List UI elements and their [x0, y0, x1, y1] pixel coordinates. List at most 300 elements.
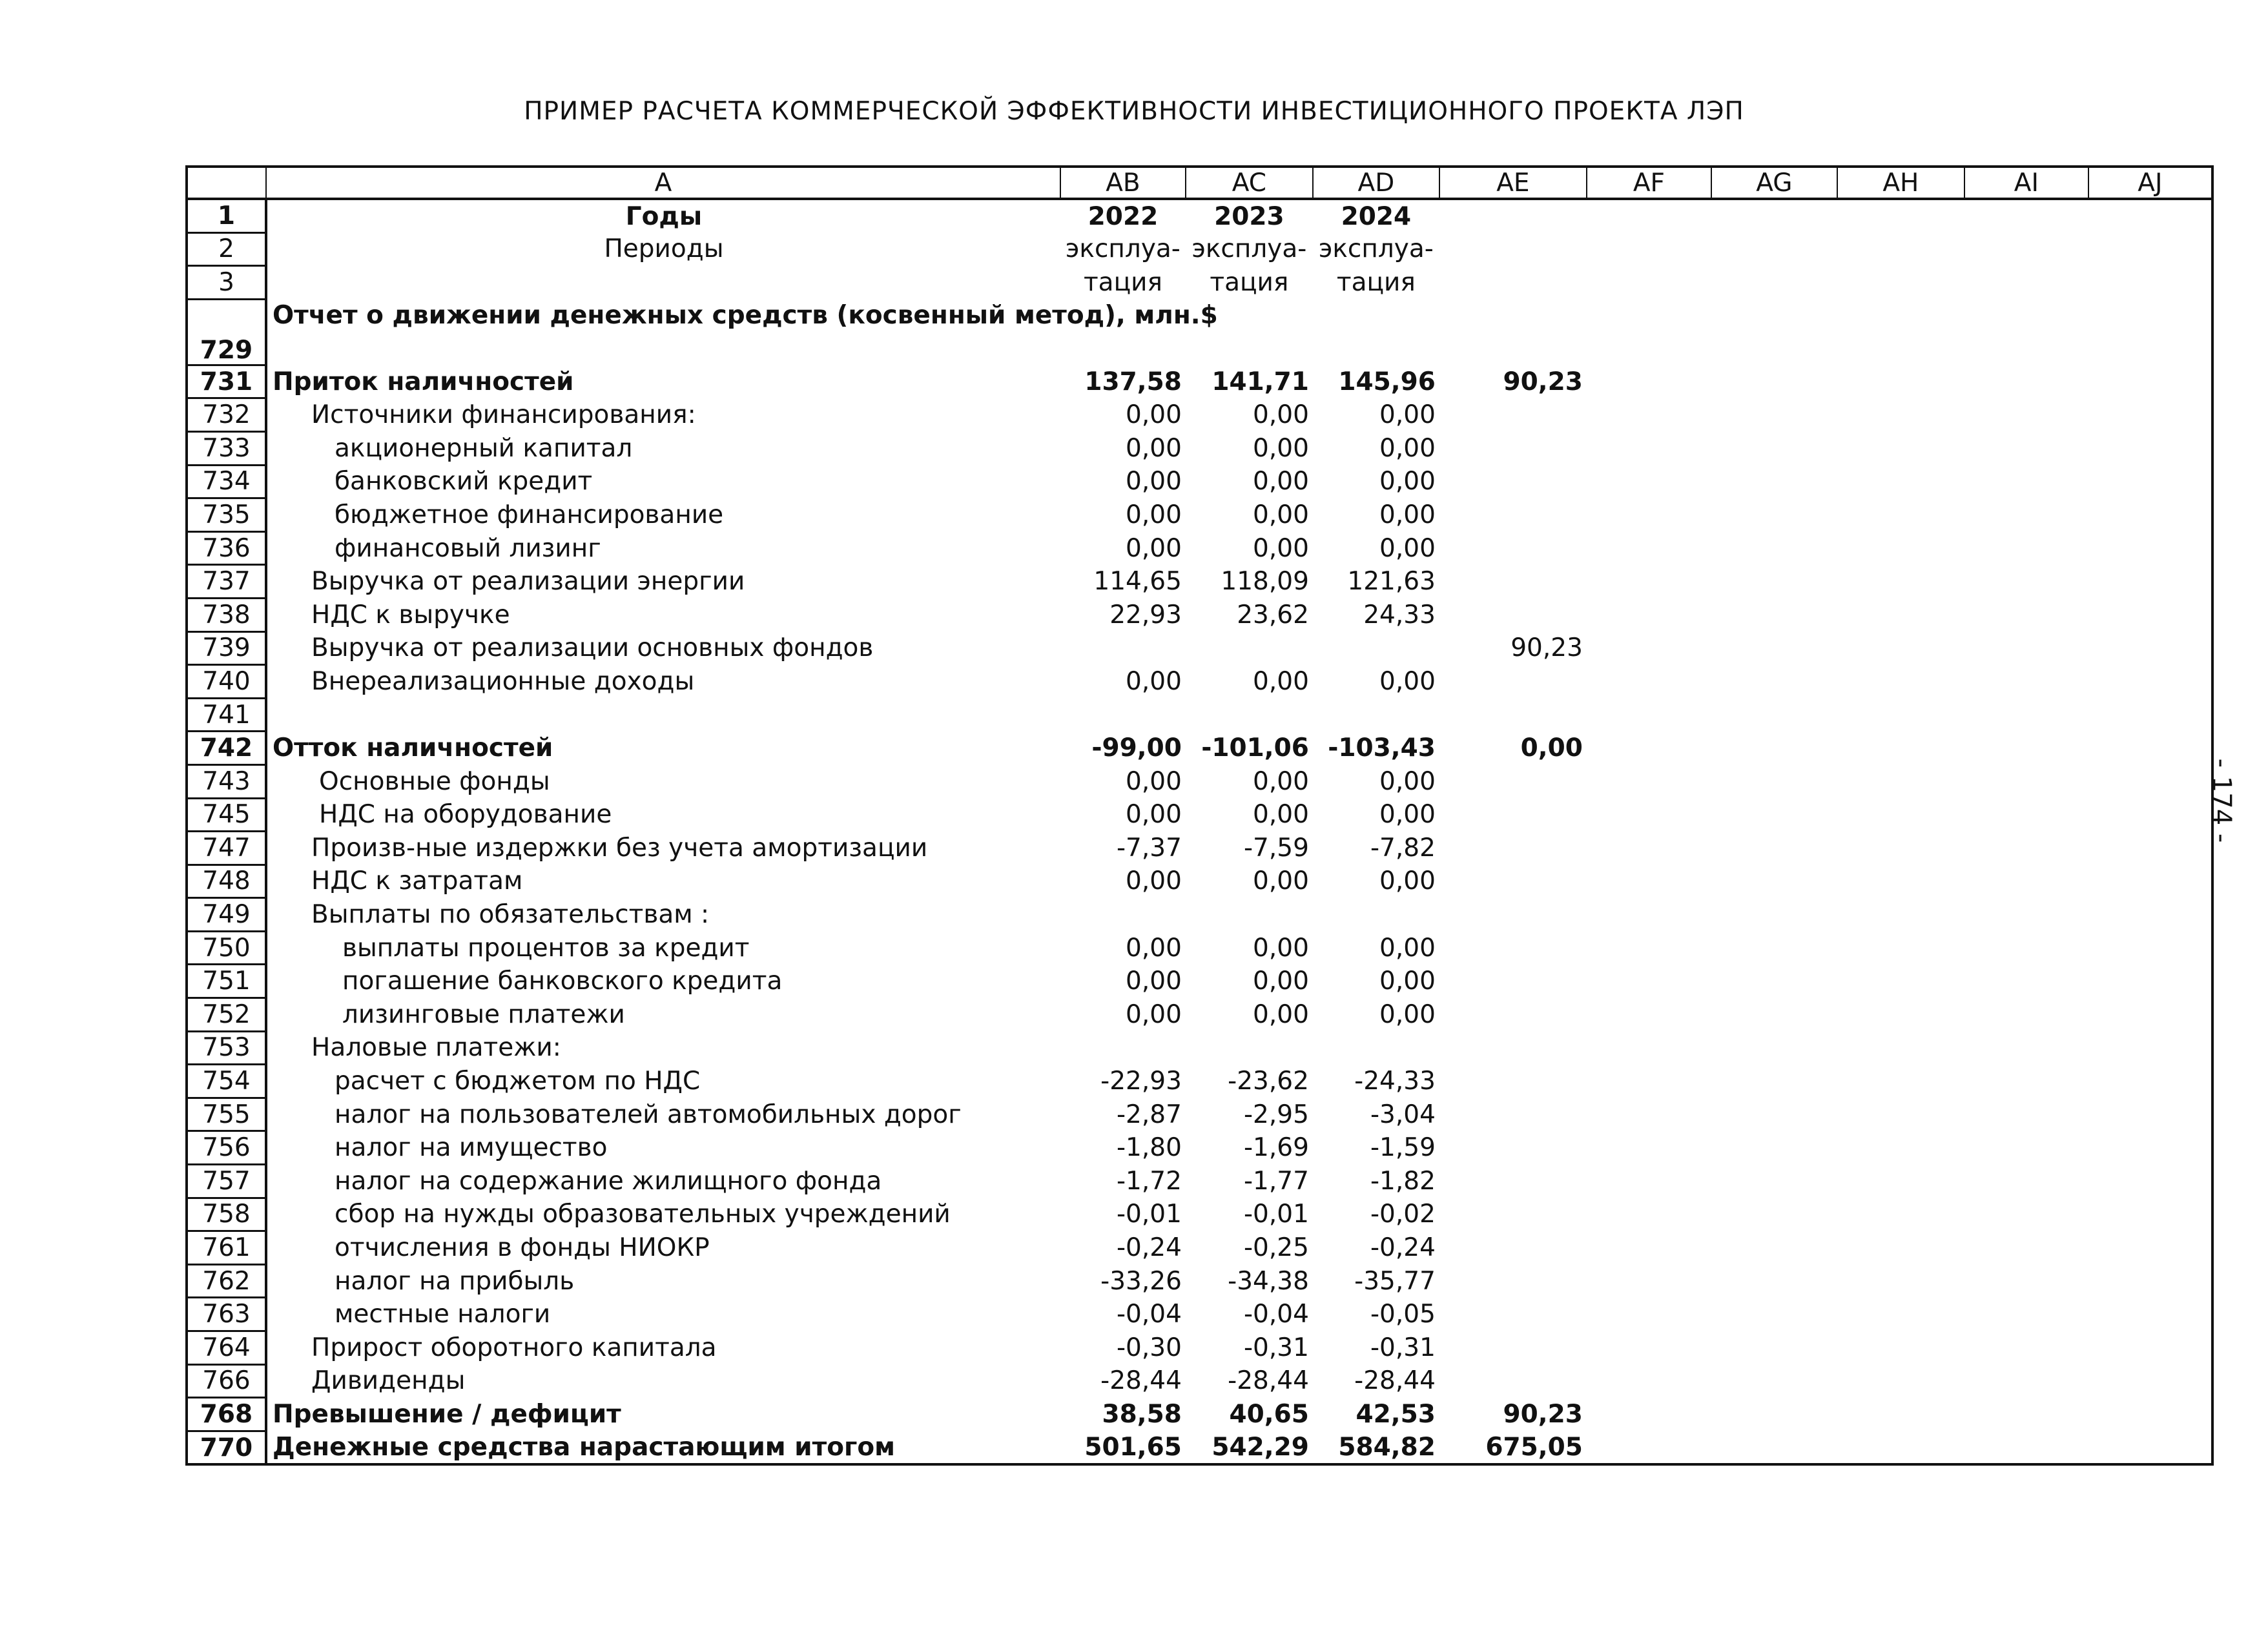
value-cell-ab: -0,30 — [1116, 1333, 1182, 1362]
value-cell-ac: 0,00 — [1253, 800, 1309, 830]
empty-cell — [1964, 1065, 2088, 1098]
empty-cell — [1587, 531, 1711, 565]
row-number[interactable]: 742 — [187, 732, 266, 765]
periods-row-continued — [187, 266, 2212, 300]
value-cell-ac: 0,00 — [1253, 933, 1309, 963]
period-cell: эксплуа- — [1191, 234, 1307, 264]
value-cell-ae — [1439, 565, 1587, 599]
empty-cell — [1587, 498, 1711, 532]
row-number[interactable]: 737 — [187, 565, 266, 599]
value-cell-ad: 0,00 — [1379, 800, 1436, 830]
value-cell-ab: 0,00 — [1126, 400, 1182, 430]
value-cell-ae: 90,23 — [1503, 1399, 1583, 1429]
table-row — [187, 1264, 2212, 1298]
row-number[interactable]: 754 — [187, 1065, 266, 1098]
value-cell-ab: 0,00 — [1126, 999, 1182, 1029]
empty-cell — [2088, 498, 2212, 532]
table-row — [187, 498, 2212, 532]
column-header[interactable]: AC — [1186, 167, 1313, 199]
row-label: налог на содержание жилищного фонда — [335, 1166, 882, 1196]
empty-cell — [1837, 565, 1964, 599]
value-cell-ad — [1313, 698, 1439, 732]
empty-cell — [1964, 1231, 2088, 1265]
row-number[interactable]: 745 — [187, 798, 266, 832]
empty-cell — [1711, 1198, 1837, 1231]
empty-cell — [2088, 1431, 2212, 1464]
table-row — [187, 1298, 2212, 1331]
empty-cell — [1587, 832, 1711, 865]
row-number[interactable]: 749 — [187, 898, 266, 932]
value-cell-ac — [1186, 898, 1313, 932]
value-cell-ab: -1,80 — [1116, 1133, 1182, 1163]
value-cell-ad: 0,00 — [1379, 967, 1436, 996]
empty-cell — [1587, 865, 1711, 898]
empty-cell — [1711, 665, 1837, 699]
row-label: Приток наличностей — [273, 367, 574, 396]
value-cell-ae — [1439, 1364, 1587, 1398]
period-cell: эксплуа- — [1066, 234, 1180, 264]
empty-cell — [1964, 1364, 2088, 1398]
empty-cell — [2088, 1165, 2212, 1198]
empty-cell — [1837, 698, 1964, 732]
empty-cell — [2088, 898, 2212, 932]
row-number[interactable]: 2 — [187, 232, 266, 266]
empty-cell — [1587, 631, 1711, 665]
value-cell-ac: -23,62 — [1228, 1067, 1309, 1096]
value-cell-ab: 501,65 — [1084, 1432, 1182, 1462]
empty-cell — [1837, 365, 1964, 398]
empty-cell — [1964, 1264, 2088, 1298]
row-label: НДС к затратам — [311, 866, 523, 896]
row-label: Годы — [625, 201, 703, 231]
empty-cell — [1587, 1131, 1711, 1165]
value-cell-ad: -0,02 — [1370, 1200, 1436, 1229]
empty-cell — [1964, 1431, 2088, 1464]
empty-cell — [1964, 732, 2088, 765]
empty-cell — [2088, 631, 2212, 665]
row-label: НДС к выручке — [311, 600, 510, 630]
value-cell-ac: -0,31 — [1243, 1333, 1309, 1362]
empty-cell — [1711, 1331, 1837, 1365]
value-cell-ad: -1,82 — [1370, 1166, 1436, 1196]
empty-cell — [1587, 1364, 1711, 1398]
empty-cell — [1711, 1165, 1837, 1198]
table-row — [187, 998, 2212, 1032]
year-cell: 2024 — [1341, 201, 1412, 231]
empty-cell — [2088, 531, 2212, 565]
empty-cell — [1837, 798, 1964, 832]
value-cell-ae: 90,23 — [1503, 367, 1583, 396]
empty-cell — [1964, 998, 2088, 1032]
empty-cell — [1587, 1298, 1711, 1331]
row-number[interactable]: 757 — [187, 1165, 266, 1198]
empty-cell — [1964, 1398, 2088, 1431]
row-number[interactable]: 751 — [187, 965, 266, 998]
row-number[interactable]: 731 — [187, 365, 266, 398]
value-cell-ac: -2,95 — [1243, 1100, 1309, 1129]
row-number[interactable]: 739 — [187, 631, 266, 665]
row-label: Дивиденды — [311, 1366, 466, 1396]
empty-cell — [2088, 1131, 2212, 1165]
row-number[interactable]: 734 — [187, 465, 266, 498]
empty-cell — [1837, 1264, 1964, 1298]
column-header[interactable]: AH — [1837, 167, 1964, 199]
row-label: налог на имущество — [335, 1133, 608, 1163]
table-row — [187, 1431, 2212, 1464]
empty-cell — [1711, 832, 1837, 865]
empty-cell — [1587, 1264, 1711, 1298]
value-cell-ae: 675,05 — [1485, 1432, 1583, 1462]
empty-cell — [1587, 665, 1711, 699]
empty-cell — [2088, 698, 2212, 732]
empty-cell — [2088, 1231, 2212, 1265]
table-row — [187, 1231, 2212, 1265]
row-label: Прирост оборотного капитала — [311, 1333, 717, 1362]
table-row — [187, 431, 2212, 465]
value-cell-ac — [1186, 631, 1313, 665]
row-label: расчет с бюджетом по НДС — [335, 1067, 701, 1096]
value-cell-ae — [1439, 431, 1587, 465]
empty-cell — [1964, 565, 2088, 599]
row-label: Периоды — [604, 234, 724, 264]
column-header[interactable]: AI — [1964, 167, 2088, 199]
value-cell-ab: 0,00 — [1126, 933, 1182, 963]
empty-cell — [1587, 898, 1711, 932]
row-number[interactable]: 766 — [187, 1364, 266, 1398]
empty-cell — [2088, 798, 2212, 832]
empty-cell — [1711, 431, 1837, 465]
value-cell-ac: 118,09 — [1221, 567, 1309, 597]
table-row — [187, 665, 2212, 699]
years-row — [187, 199, 2212, 232]
row-label: сбор на нужды образовательных учреждений — [335, 1200, 951, 1229]
empty-cell — [1711, 898, 1837, 932]
value-cell-ad: 24,33 — [1363, 600, 1436, 630]
empty-cell — [2088, 1331, 2212, 1365]
row-number[interactable]: 762 — [187, 1264, 266, 1298]
value-cell-ac: 0,00 — [1253, 533, 1309, 563]
row-number[interactable]: 758 — [187, 1198, 266, 1231]
empty-cell — [1837, 832, 1964, 865]
empty-cell — [1837, 1298, 1964, 1331]
empty-cell — [2088, 1098, 2212, 1131]
value-cell-ac: 40,65 — [1229, 1399, 1309, 1429]
empty-cell — [1587, 732, 1711, 765]
cash-flow-table — [185, 165, 2214, 1466]
table-row — [187, 698, 2212, 732]
empty-cell — [2088, 1065, 2212, 1098]
value-cell-ad: 145,96 — [1338, 367, 1436, 396]
value-cell-ad: 0,00 — [1379, 933, 1436, 963]
empty-cell — [1587, 931, 1711, 965]
table-row — [187, 732, 2212, 765]
table-row — [187, 631, 2212, 665]
value-cell-ac: -7,59 — [1243, 833, 1309, 863]
value-cell-ab: 0,00 — [1126, 533, 1182, 563]
empty-cell — [1964, 898, 2088, 932]
empty-cell — [2088, 1298, 2212, 1331]
value-cell-ac: 542,29 — [1211, 1432, 1309, 1462]
row-label — [266, 266, 1060, 300]
row-number[interactable]: 736 — [187, 531, 266, 565]
row-label: Выплаты по обязательствам : — [311, 900, 710, 930]
empty-cell — [1587, 431, 1711, 465]
value-cell-ac: 0,00 — [1253, 500, 1309, 529]
table-row — [187, 1398, 2212, 1431]
value-cell-ae — [1439, 832, 1587, 865]
document-title: ПРИМЕР РАСЧЕТА КОММЕРЧЕСКОЙ ЭФФЕКТИВНОСТИ ИНВЕСТИЦИОННОГО ПРОЕКТА ЛЭП — [524, 97, 1744, 126]
row-number[interactable]: 750 — [187, 931, 266, 965]
value-cell-ae — [1439, 998, 1587, 1032]
year-cell: 2023 — [1214, 201, 1284, 231]
table-row — [187, 1031, 2212, 1065]
row-label: Выручка от реализации энергии — [311, 567, 745, 597]
empty-cell — [1711, 865, 1837, 898]
empty-cell — [1587, 1331, 1711, 1365]
value-cell-ad: -0,24 — [1370, 1233, 1436, 1263]
section-title-row — [187, 299, 2212, 365]
row-number[interactable]: 729 — [187, 299, 266, 365]
value-cell-ab: 114,65 — [1093, 567, 1182, 597]
empty-cell — [1587, 1165, 1711, 1198]
empty-cell — [1837, 1198, 1964, 1231]
empty-cell — [1837, 764, 1964, 798]
empty-cell — [1964, 631, 2088, 665]
value-cell-ac: 0,00 — [1253, 866, 1309, 896]
row-number[interactable]: 753 — [187, 1031, 266, 1065]
empty-cell — [1711, 1398, 1837, 1431]
value-cell-ae — [1439, 1098, 1587, 1131]
row-label — [266, 698, 1060, 732]
row-number[interactable]: 741 — [187, 698, 266, 732]
empty-cell — [1711, 732, 1837, 765]
year-cell: 2022 — [1088, 201, 1159, 231]
table-row — [187, 1098, 2212, 1131]
value-cell-ad: -24,33 — [1354, 1067, 1436, 1096]
value-cell-ad: -7,82 — [1370, 833, 1436, 863]
empty-cell — [1587, 365, 1711, 398]
row-number[interactable]: 761 — [187, 1231, 266, 1265]
empty-cell — [1587, 998, 1711, 1032]
row-label: финансовый лизинг — [335, 533, 601, 563]
empty-cell — [1587, 965, 1711, 998]
value-cell-ae — [1439, 764, 1587, 798]
value-cell-ac: -34,38 — [1228, 1266, 1309, 1296]
empty-cell — [1964, 1165, 2088, 1198]
table-row — [187, 1165, 2212, 1198]
empty-cell — [1587, 598, 1711, 631]
row-number[interactable]: 743 — [187, 764, 266, 798]
empty-cell — [1964, 931, 2088, 965]
row-number[interactable]: 733 — [187, 431, 266, 465]
table-row — [187, 465, 2212, 498]
row-number[interactable]: 747 — [187, 832, 266, 865]
value-cell-ad: 0,00 — [1379, 666, 1436, 696]
empty-cell — [1711, 498, 1837, 532]
value-cell-ae — [1439, 931, 1587, 965]
row-number[interactable]: 1 — [187, 199, 266, 232]
empty-cell — [1837, 398, 1964, 432]
column-header[interactable]: AG — [1711, 167, 1837, 199]
period-cell: тация — [1210, 267, 1289, 297]
value-cell-ab: -33,26 — [1100, 1266, 1182, 1296]
empty-cell — [1837, 631, 1964, 665]
value-cell-ae — [1439, 1198, 1587, 1231]
value-cell-ae — [1439, 1031, 1587, 1065]
value-cell-ab: 137,58 — [1084, 367, 1182, 396]
value-cell-ad: 0,00 — [1379, 500, 1436, 529]
value-cell-ae — [1439, 1131, 1587, 1165]
value-cell-ad: -103,43 — [1328, 733, 1436, 763]
row-number[interactable]: 770 — [187, 1431, 266, 1464]
empty-cell — [2088, 665, 2212, 699]
table-row — [187, 1198, 2212, 1231]
table-row — [187, 1331, 2212, 1365]
value-cell-ae — [1439, 531, 1587, 565]
empty-cell — [2088, 965, 2212, 998]
empty-cell — [2088, 565, 2212, 599]
row-number[interactable]: 752 — [187, 998, 266, 1032]
value-cell-ae — [1439, 598, 1587, 631]
column-header-row — [187, 167, 2212, 199]
value-cell-ae — [1439, 1264, 1587, 1298]
table-row — [187, 565, 2212, 599]
empty-cell — [2088, 832, 2212, 865]
value-cell-ab: -2,87 — [1116, 1100, 1182, 1129]
value-cell-ae — [1439, 698, 1587, 732]
value-cell-ad: 584,82 — [1338, 1432, 1436, 1462]
table-row — [187, 1364, 2212, 1398]
empty-cell — [1837, 1098, 1964, 1131]
section-title: Отчет о движении денежных средств (косвенный метод), млн.$ — [273, 301, 1218, 331]
column-header[interactable]: AJ — [2088, 167, 2212, 199]
empty-cell — [1711, 365, 1837, 398]
value-cell-ac — [1186, 1031, 1313, 1065]
row-number[interactable]: 764 — [187, 1331, 266, 1365]
empty-cell — [1587, 565, 1711, 599]
column-header[interactable]: AF — [1587, 167, 1711, 199]
table-row — [187, 1065, 2212, 1098]
row-number[interactable]: 732 — [187, 398, 266, 432]
empty-cell — [1711, 1131, 1837, 1165]
empty-cell — [1837, 1165, 1964, 1198]
column-header[interactable]: A — [266, 167, 1060, 199]
value-cell-ab: -28,44 — [1100, 1366, 1182, 1396]
table-row — [187, 365, 2212, 398]
value-cell-ab: -0,01 — [1116, 1200, 1182, 1229]
value-cell-ae — [1439, 1231, 1587, 1265]
value-cell-ad: 0,00 — [1379, 400, 1436, 430]
table-row — [187, 965, 2212, 998]
value-cell-ad: -0,05 — [1370, 1300, 1436, 1329]
row-number[interactable]: 768 — [187, 1398, 266, 1431]
empty-cell — [1711, 698, 1837, 732]
row-label: НДС на оборудование — [319, 800, 612, 830]
empty-cell — [1587, 1198, 1711, 1231]
value-cell-ae — [1439, 498, 1587, 532]
value-cell-ab — [1060, 631, 1186, 665]
empty-cell — [1964, 865, 2088, 898]
value-cell-ae — [1439, 665, 1587, 699]
empty-cell — [1711, 1431, 1837, 1464]
row-label: Денежные средства нарастающим итогом — [273, 1432, 896, 1462]
empty-cell — [1837, 1331, 1964, 1365]
empty-cell — [1837, 531, 1964, 565]
row-number[interactable]: 3 — [187, 266, 266, 300]
value-cell-ad: -1,59 — [1370, 1133, 1436, 1163]
value-cell-ad: 0,00 — [1379, 766, 1436, 796]
empty-cell — [1837, 1364, 1964, 1398]
value-cell-ab: 0,00 — [1126, 666, 1182, 696]
empty-cell — [1587, 764, 1711, 798]
column-header[interactable]: AE — [1439, 167, 1587, 199]
period-cell: эксплуа- — [1318, 234, 1434, 264]
empty-cell — [1837, 1398, 1964, 1431]
row-number[interactable]: 755 — [187, 1098, 266, 1131]
empty-cell — [1964, 431, 2088, 465]
value-cell-ad: 0,00 — [1379, 433, 1436, 463]
table-row — [187, 898, 2212, 932]
value-cell-ad — [1313, 631, 1439, 665]
empty-cell — [1711, 1298, 1837, 1331]
value-cell-ac: 0,00 — [1253, 433, 1309, 463]
value-cell-ac: -1,77 — [1243, 1166, 1309, 1196]
empty-cell — [1711, 631, 1837, 665]
empty-cell — [1964, 798, 2088, 832]
value-cell-ab: -0,24 — [1116, 1233, 1182, 1263]
empty-cell — [1837, 732, 1964, 765]
value-cell-ae: 90,23 — [1510, 633, 1583, 663]
row-number[interactable]: 763 — [187, 1298, 266, 1331]
value-cell-ae: 0,00 — [1520, 733, 1583, 763]
value-cell-ad — [1313, 898, 1439, 932]
empty-cell — [1587, 465, 1711, 498]
row-number[interactable]: 740 — [187, 665, 266, 699]
value-cell-ad: 0,00 — [1379, 866, 1436, 896]
row-number[interactable]: 748 — [187, 865, 266, 898]
empty-cell — [1711, 1264, 1837, 1298]
period-cell: тация — [1336, 267, 1416, 297]
empty-cell — [1837, 965, 1964, 998]
value-cell-ab: 0,00 — [1126, 500, 1182, 529]
empty-cell — [1964, 531, 2088, 565]
periods-row — [187, 232, 2212, 266]
value-cell-ae — [1439, 465, 1587, 498]
empty-cell — [1711, 465, 1837, 498]
row-number[interactable]: 735 — [187, 498, 266, 532]
empty-cell — [1964, 465, 2088, 498]
empty-cell — [1964, 598, 2088, 631]
table-row — [187, 931, 2212, 965]
value-cell-ac: -0,25 — [1243, 1233, 1309, 1263]
row-number[interactable]: 738 — [187, 598, 266, 631]
row-label: Внереализационные доходы — [311, 666, 695, 696]
empty-cell — [2088, 732, 2212, 765]
value-cell-ab: 0,00 — [1126, 766, 1182, 796]
value-cell-ab: 0,00 — [1126, 800, 1182, 830]
empty-cell — [1587, 1231, 1711, 1265]
row-number[interactable]: 756 — [187, 1131, 266, 1165]
value-cell-ac: 0,00 — [1253, 999, 1309, 1029]
empty-cell — [2088, 998, 2212, 1032]
empty-cell — [1964, 698, 2088, 732]
value-cell-ad: 0,00 — [1379, 999, 1436, 1029]
value-cell-ab — [1060, 1031, 1186, 1065]
column-header[interactable]: AD — [1313, 167, 1439, 199]
column-header[interactable]: AB — [1060, 167, 1186, 199]
empty-cell — [1711, 965, 1837, 998]
row-label: акционерный капитал — [335, 433, 633, 463]
